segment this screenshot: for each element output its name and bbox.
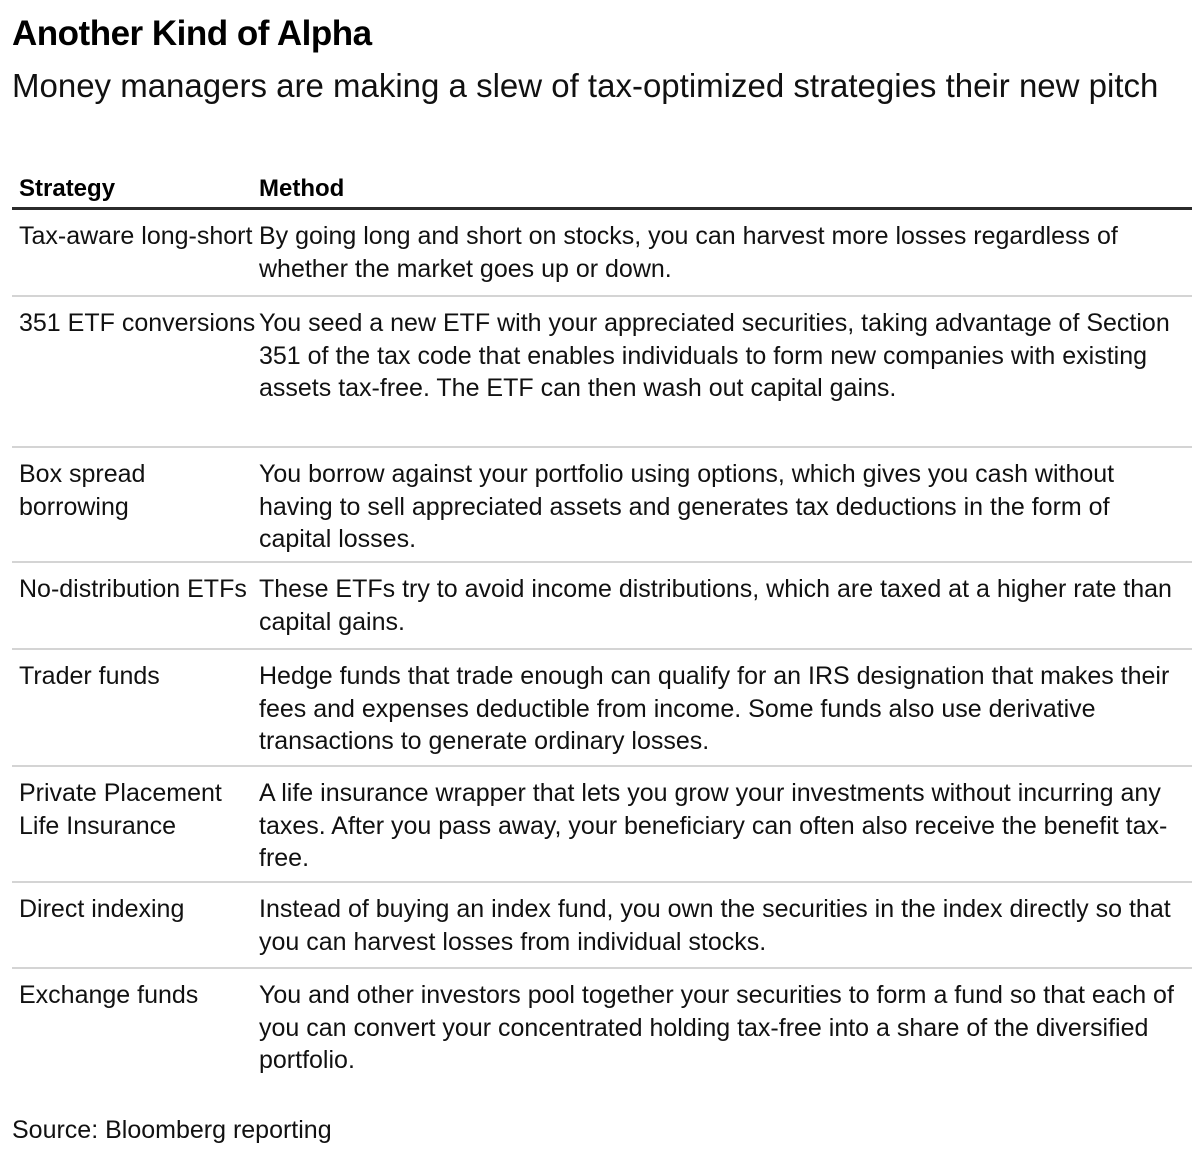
- method-cell: You seed a new ETF with your appreciated securities, taking advantage of Section 351 of the tax code that enables individuals to form new companies with existing assets tax-free. The ETF can then wash out capital gains.: [259, 309, 1170, 402]
- method-cell: A life insurance wrapper that lets you grow your investments without incurring any taxes. After you pass away, your beneficiary can often also receive the benefit tax-free.: [259, 779, 1168, 872]
- strategy-cell: 351 ETF conversions: [19, 309, 256, 337]
- method-cell: You and other investors pool together your securities to form a fund so that each of you can convert your concentrated holding tax-free into a share of the diversified portfolio.: [259, 981, 1174, 1074]
- strategy-cell: Trader funds: [19, 662, 160, 690]
- table-row: [12, 210, 1192, 297]
- strategy-cell: No-distribution ETFs: [19, 575, 247, 603]
- table-row: [12, 650, 1192, 767]
- column-header-method: Method: [259, 175, 345, 202]
- table-row: [12, 969, 1192, 1084]
- table-row: [12, 448, 1192, 563]
- source-note: Source: Bloomberg reporting: [12, 1116, 332, 1144]
- strategy-cell: Tax-aware long-short: [19, 222, 253, 250]
- table-row: [12, 767, 1192, 883]
- chart-title: Another Kind of Alpha: [12, 14, 372, 53]
- method-cell: These ETFs try to avoid income distributions, which are taxed at a higher rate than capital gains.: [259, 575, 1172, 636]
- table-row: [12, 883, 1192, 969]
- strategy-cell: Private Placement Life Insurance: [19, 779, 222, 840]
- strategy-cell: Box spread borrowing: [19, 460, 146, 521]
- method-cell: Hedge funds that trade enough can qualify for an IRS designation that makes their fees and expenses deductible from income. Some funds also use derivative transactions to generate ordinary losses.: [259, 662, 1170, 755]
- strategy-cell: Exchange funds: [19, 981, 199, 1009]
- method-cell: Instead of buying an index fund, you own the securities in the index directly so that you can harvest losses from individual stocks.: [259, 895, 1171, 956]
- table-row: [12, 297, 1192, 448]
- strategy-cell: Direct indexing: [19, 895, 185, 923]
- method-cell: You borrow against your portfolio using options, which gives you cash without having to sell appreciated assets and generates tax deductions in the form of capital losses.: [259, 460, 1115, 553]
- method-cell: By going long and short on stocks, you can harvest more losses regardless of whether the market goes up or down.: [259, 222, 1118, 283]
- chart-subtitle: Money managers are making a slew of tax-optimized strategies their new pitch: [12, 67, 1159, 104]
- table-row: [12, 563, 1192, 650]
- column-header-strategy: Strategy: [19, 175, 116, 202]
- table-header: [12, 170, 1192, 210]
- strategies-table: [12, 170, 1192, 1084]
